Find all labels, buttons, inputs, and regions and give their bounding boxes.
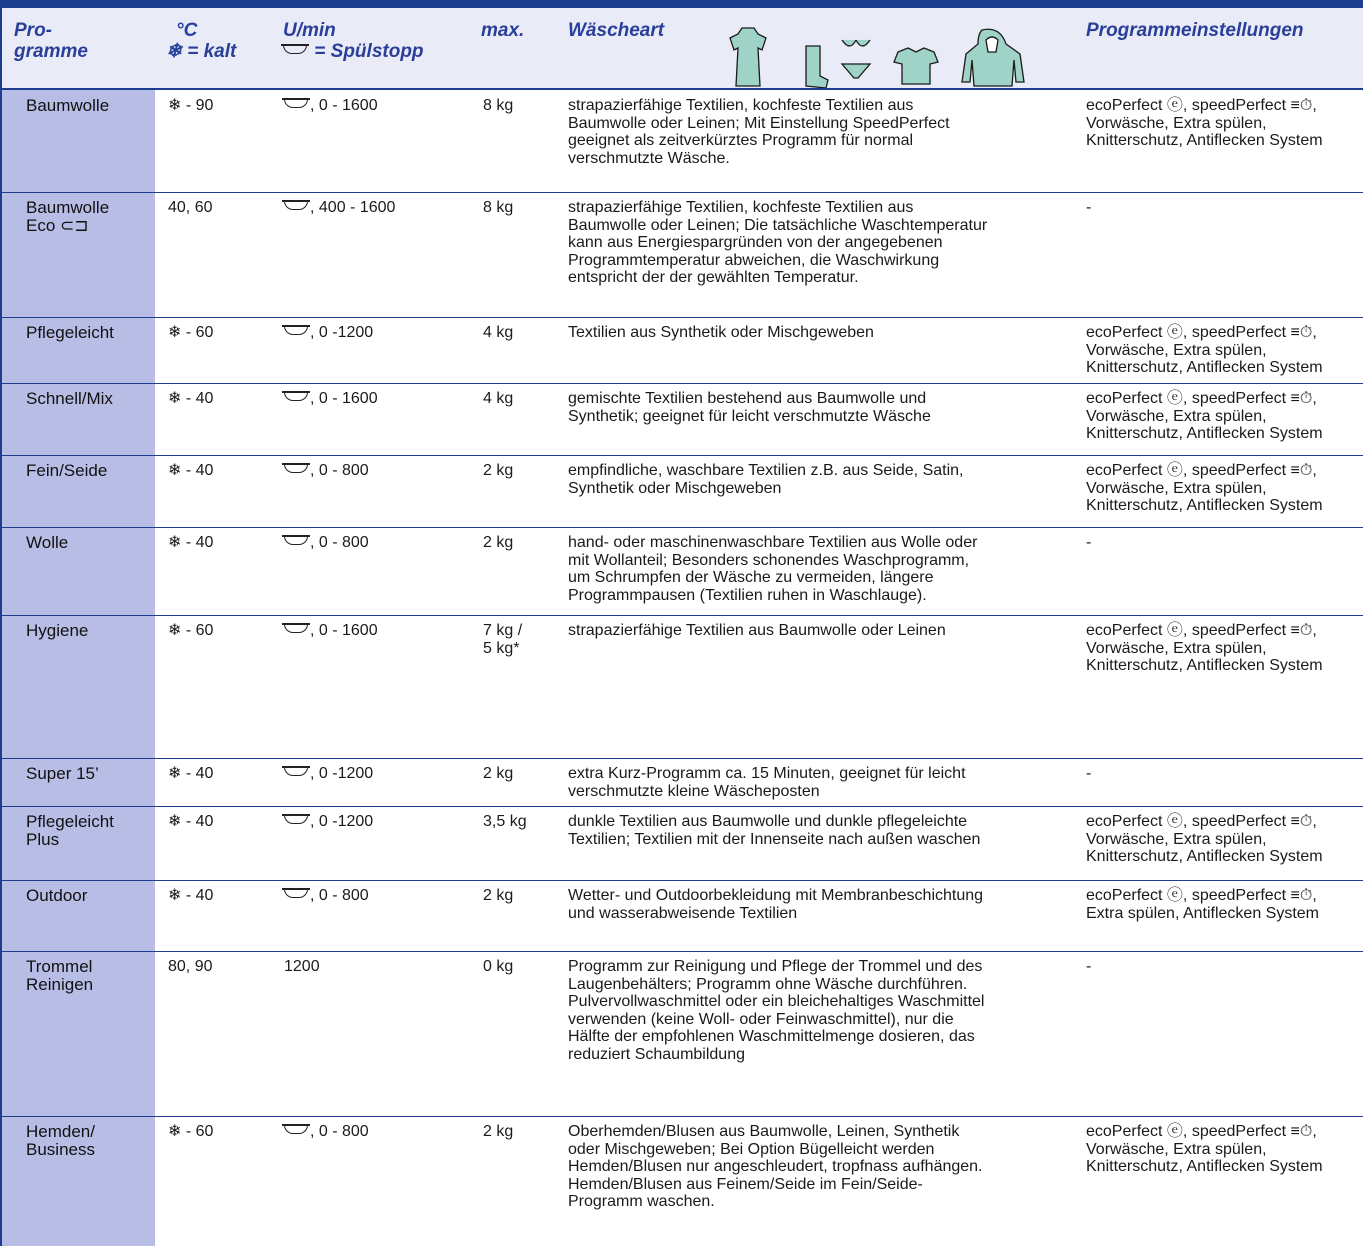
spin-stop-icon — [284, 201, 308, 210]
temperature-value: ❄ - 40 — [168, 462, 214, 479]
program-settings: ecoPerfect ⓔ, speedPerfect ≡⏱, Vorwäsche, Extra spülen, Knitterschutz, Antiflecken System — [1086, 1123, 1323, 1175]
max-load-value: 4 kg — [483, 390, 514, 407]
spin-speed-text: , 400 - 1600 — [310, 199, 396, 216]
program-name: Baumwolle — [26, 96, 110, 115]
header-programme: Pro- gramme — [14, 20, 88, 62]
top-bar — [0, 0, 1363, 8]
spin-stop-icon — [284, 815, 308, 824]
temperature-value: ❄ - 40 — [168, 390, 214, 407]
spin-stop-icon — [284, 326, 308, 335]
spin-stop-icon — [284, 1125, 308, 1134]
max-load-value: 7 kg / 5 kg* — [483, 622, 523, 657]
row-divider — [0, 880, 1363, 881]
program-name: Super 15’ — [26, 764, 99, 783]
temperature-value: 80, 90 — [168, 958, 213, 975]
spin-speed-value — [284, 765, 373, 783]
program-name: Baumwolle Eco ⊂⊐ — [26, 198, 110, 235]
table-left-border — [0, 8, 2, 1246]
temperature-value: ❄ - 40 — [168, 765, 214, 782]
row-divider — [0, 951, 1363, 952]
spin-speed-value — [284, 199, 395, 217]
program-settings: ecoPerfect ⓔ, speedPerfect ≡⏱, Vorwäsche, Extra spülen, Knitterschutz, Antiflecken System — [1086, 324, 1323, 376]
laundry-description: gemischte Textilien bestehend aus Baumwolle und Synthetik; geeignet für leicht verschmutzte Wäsche — [568, 390, 931, 425]
temperature-value: ❄ - 60 — [168, 324, 214, 341]
program-settings: - — [1086, 199, 1092, 216]
row-divider — [0, 527, 1363, 528]
header-temp — [166, 20, 236, 62]
spin-speed-text: , 0 -1200 — [310, 765, 374, 782]
laundry-description: strapazierfähige Textilien, kochfeste Textilien aus Baumwolle oder Leinen; Die tatsächliche Waschtemperatur kann aus Energiespargründen von der angegebenen Programmtemperatur abweichen, die Waschwirkung entspricht der der gewählten Temperatur. — [568, 199, 988, 286]
max-load-value: 2 kg — [483, 887, 514, 904]
program-settings: ecoPerfect ⓔ, speedPerfect ≡⏱, Vorwäsche, Extra spülen, Knitterschutz, Antiflecken System — [1086, 462, 1323, 514]
spin-speed-value — [284, 622, 378, 640]
program-name: Pflegeleicht Plus — [26, 812, 114, 849]
program-name: Outdoor — [26, 886, 88, 905]
spin-stop-icon — [284, 464, 308, 473]
spin-speed-text: , 0 -1200 — [310, 813, 374, 830]
max-load-value: 2 kg — [483, 1123, 514, 1140]
spin-stop-icon — [283, 45, 307, 54]
laundry-description: Wetter- und Outdoorbekleidung mit Membranbeschichtung und wasserabweisende Textilien — [568, 887, 984, 922]
header-einstellungen: Programmeinstellungen — [1086, 20, 1304, 41]
spin-speed-text: , 0 - 800 — [310, 1123, 369, 1140]
row-divider — [0, 192, 1363, 193]
header-rpm-label: U/min — [283, 20, 336, 41]
temperature-value: ❄ - 40 — [168, 887, 214, 904]
program-settings: - — [1086, 534, 1092, 551]
program-name: Trommel Reinigen — [26, 957, 94, 994]
program-name: Schnell/Mix — [26, 389, 113, 408]
laundry-description: extra Kurz-Programm ca. 15 Minuten, geeignet für leicht verschmutzte kleine Wäscheposten — [568, 765, 966, 800]
header-waescheart: Wäscheart — [568, 20, 665, 41]
program-settings: ecoPerfect ⓔ, speedPerfect ≡⏱, Vorwäsche, Extra spülen, Knitterschutz, Antiflecken System — [1086, 390, 1323, 442]
laundry-description: strapazierfähige Textilien, kochfeste Textilien aus Baumwolle oder Leinen; Mit Einstellung SpeedPerfect geeignet als zeitverkürztes Programm für normal verschmutzte Wäsche. — [568, 97, 950, 167]
spin-speed-value — [284, 887, 369, 905]
spin-stop-icon — [284, 624, 308, 633]
laundry-description: Programm zur Reinigung und Pflege der Trommel und des Laugenbehälters; Programm ohne Wäsche durchführen. Pulvervollwaschmittel oder ein bleichehaltiges Waschmittel verwenden (keine Woll- oder Feinwaschmittel), nur die Hälfte der empfohlenen Waschmittelmenge dosieren, das reduziert Schaumbildung — [568, 958, 985, 1063]
spin-speed-value — [284, 97, 378, 115]
spin-speed-text: , 0 - 1600 — [310, 622, 378, 639]
laundry-description: Oberhemden/Blusen aus Baumwolle, Leinen, Synthetik oder Mischgeweben; Bei Option Bügelleicht werden Hemden/Blusen nur angeschleudert, tropfnass aufhängen. Hemden/Blusen aus Feinem/Seide im Fein/Seide- Programm waschen. — [568, 1123, 983, 1210]
table-header — [0, 8, 1363, 88]
spin-speed-value — [284, 1123, 369, 1141]
temperature-value: ❄ - 60 — [168, 1123, 214, 1140]
dress-icon — [730, 28, 766, 86]
max-load-value: 0 kg — [483, 958, 514, 975]
row-divider — [0, 455, 1363, 456]
row-divider — [0, 383, 1363, 384]
spin-speed-text: , 0 - 800 — [310, 534, 369, 551]
temperature-value: ❄ - 40 — [168, 534, 214, 551]
max-load-value: 2 kg — [483, 462, 514, 479]
laundry-description: Textilien aus Synthetik oder Mischgeweben — [568, 324, 874, 341]
spin-speed-text: , 0 - 800 — [310, 887, 369, 904]
spin-speed-value — [284, 813, 373, 831]
laundry-description: empfindliche, waschbare Textilien z.B. aus Seide, Satin, Synthetik oder Mischgeweben — [568, 462, 964, 497]
temperature-value: ❄ - 40 — [168, 813, 214, 830]
row-divider — [0, 806, 1363, 807]
temperature-value: ❄ - 90 — [168, 97, 214, 114]
laundry-description: hand- oder maschinenwaschbare Textilien aus Wolle oder mit Wollanteil; Besonders schonendes Waschprogramm, um Schrumpfen der Wäsche zu vermeiden, längere Programmpausen (Textilien ruhen in Waschlauge). — [568, 534, 978, 604]
row-divider — [0, 758, 1363, 759]
tshirt-icon — [894, 48, 938, 84]
row-divider — [0, 615, 1363, 616]
program-name: Pflegeleicht — [26, 323, 114, 342]
max-load-value: 4 kg — [483, 324, 514, 341]
spin-stop-icon — [284, 99, 308, 108]
header-divider — [0, 88, 1363, 90]
row-divider — [0, 317, 1363, 318]
spin-stop-icon — [284, 536, 308, 545]
temperature-value: ❄ - 60 — [168, 622, 214, 639]
spin-speed-value — [284, 958, 320, 976]
spin-speed-value — [284, 324, 373, 342]
program-name: Hemden/ Business — [26, 1122, 95, 1159]
header-temp-label: °C — [176, 20, 198, 41]
laundry-description: strapazierfähige Textilien aus Baumwolle oder Leinen — [568, 622, 946, 639]
max-load-value: 8 kg — [483, 199, 514, 216]
program-settings: ecoPerfect ⓔ, speedPerfect ≡⏱, Extra spülen, Antiflecken System — [1086, 887, 1319, 922]
program-settings: ecoPerfect ⓔ, speedPerfect ≡⏱, Vorwäsche, Extra spülen, Knitterschutz, Antiflecken System — [1086, 622, 1323, 674]
max-load-value: 8 kg — [483, 97, 514, 114]
header-temp-kalt: ❄ = kalt — [166, 41, 237, 62]
program-name: Fein/Seide — [26, 461, 108, 480]
bra-icon — [842, 40, 870, 78]
sock-icon — [806, 46, 828, 88]
spin-stop-icon — [284, 767, 308, 776]
spin-stop-icon — [284, 889, 308, 898]
spin-speed-value — [284, 390, 378, 408]
jacket-icon — [962, 29, 1024, 86]
spin-stop-icon — [284, 392, 308, 401]
spin-speed-text: , 0 - 800 — [310, 462, 369, 479]
program-settings: - — [1086, 958, 1092, 975]
max-load-value: 2 kg — [483, 534, 514, 551]
spin-speed-value — [284, 534, 369, 552]
max-load-value: 3,5 kg — [483, 813, 527, 830]
spin-speed-text: , 0 - 1600 — [310, 390, 378, 407]
temperature-value: 40, 60 — [168, 199, 213, 216]
max-load-value: 2 kg — [483, 765, 514, 782]
header-rpm — [283, 20, 424, 62]
spin-speed-text: , 0 - 1600 — [310, 97, 378, 114]
spin-speed-text: 1200 — [284, 958, 320, 975]
program-name: Wolle — [26, 533, 69, 552]
spin-speed-text: , 0 -1200 — [310, 324, 374, 341]
laundry-type-icons — [720, 26, 1040, 88]
program-name: Hygiene — [26, 621, 89, 640]
program-settings: - — [1086, 765, 1092, 782]
spin-speed-value — [284, 462, 369, 480]
program-settings: ecoPerfect ⓔ, speedPerfect ≡⏱, Vorwäsche, Extra spülen, Knitterschutz, Antiflecken System — [1086, 813, 1323, 865]
row-divider — [0, 1116, 1363, 1117]
header-rpm-stop: = Spülstopp — [314, 41, 424, 62]
laundry-description: dunkle Textilien aus Baumwolle und dunkle pflegeleichte Textilien; Textilien mit der Innenseite nach außen waschen — [568, 813, 981, 848]
header-max: max. — [481, 20, 525, 41]
program-settings: ecoPerfect ⓔ, speedPerfect ≡⏱, Vorwäsche, Extra spülen, Knitterschutz, Antiflecken System — [1086, 97, 1323, 149]
